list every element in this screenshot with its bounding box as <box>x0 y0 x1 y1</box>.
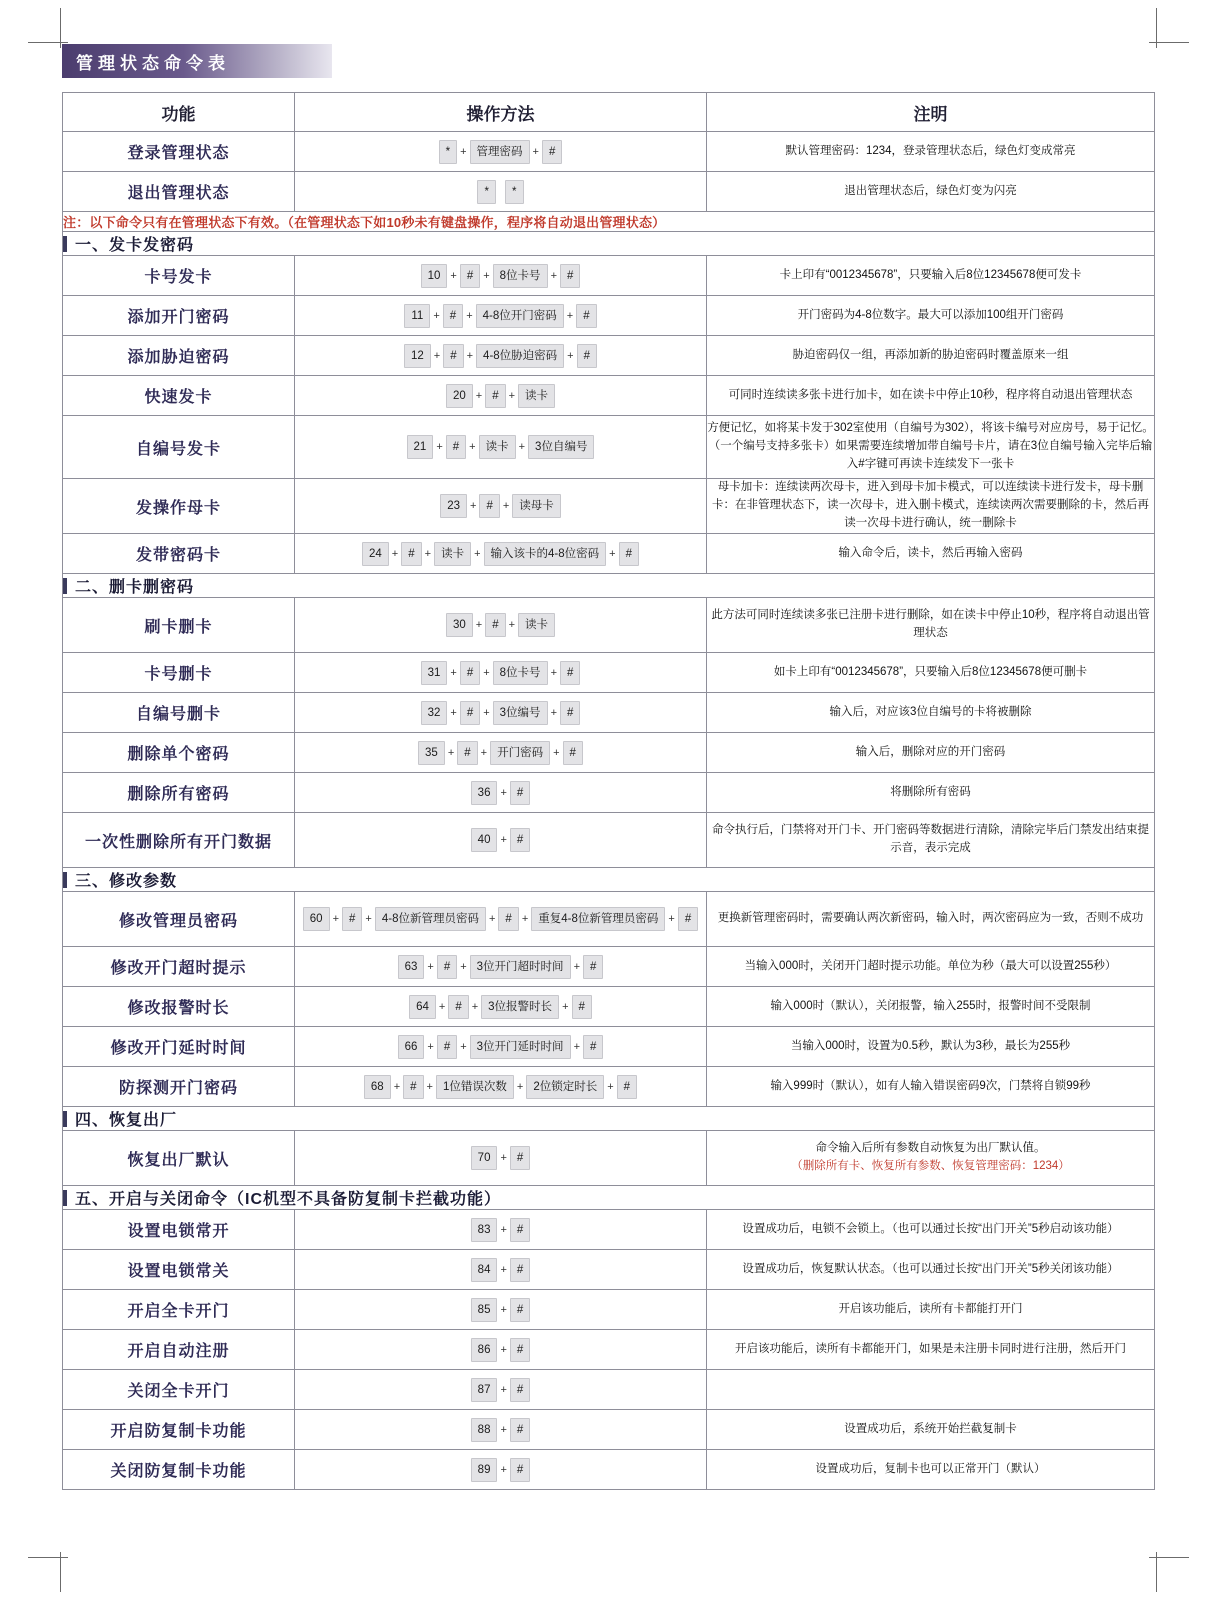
section-header-row <box>63 1186 1155 1210</box>
row-note: 默认管理密码：1234，登录管理状态后，绿色灯变成常亮 <box>707 132 1155 172</box>
table-row <box>63 479 1155 534</box>
header-function: 功能 <box>63 93 295 132</box>
section-header-4 <box>63 1107 1155 1131</box>
row-operation: 36 + # <box>295 773 707 813</box>
row-function: 修改开门延时时间 <box>63 1027 295 1067</box>
section-header-row <box>63 232 1155 256</box>
row-function: 登录管理状态 <box>63 132 295 172</box>
table-row <box>63 987 1155 1027</box>
row-note: 设置成功后，电锁不会锁上。（也可以通过长按“出门开关”5秒启动该功能） <box>707 1210 1155 1250</box>
warning-note-text: 注：以下命令只有在管理状态下有效。（在管理状态下如10秒未有键盘操作，程序将自动退出管理状态） <box>63 212 1155 232</box>
table-row <box>63 256 1155 296</box>
row-operation: 10 + # + 8位卡号 + # <box>295 256 707 296</box>
table-row <box>63 1131 1155 1186</box>
row-note: 开门密码为4-8位数字。最大可以添加100组开门密码 <box>707 296 1155 336</box>
row-note: 开启该功能后，读所有卡都能打开门 <box>707 1290 1155 1330</box>
table-row <box>63 1410 1155 1450</box>
row-function: 自编号删卡 <box>63 693 295 733</box>
table-row <box>63 534 1155 574</box>
table-row <box>63 172 1155 212</box>
row-note: 可同时连续读多张卡进行加卡，如在读卡中停止10秒，程序将自动退出管理状态 <box>707 376 1155 416</box>
row-function: 发带密码卡 <box>63 534 295 574</box>
row-function: 设置电锁常关 <box>63 1250 295 1290</box>
row-note: 输入命令后，读卡，然后再输入密码 <box>707 534 1155 574</box>
row-operation: * + 管理密码 + # <box>295 132 707 172</box>
header-operation: 操作方法 <box>295 93 707 132</box>
table-row <box>63 693 1155 733</box>
row-operation: 23 + # + 读母卡 <box>295 479 707 534</box>
row-note: 卡上印有“0012345678”，只要输入后8位12345678便可发卡 <box>707 256 1155 296</box>
row-operation: 83 + # <box>295 1210 707 1250</box>
table-row <box>63 1450 1155 1490</box>
row-note: 输入后，删除对应的开门密码 <box>707 733 1155 773</box>
row-note: 此方法可同时连续读多张已注册卡进行删除，如在读卡中停止10秒，程序将自动退出管理状态 <box>707 598 1155 653</box>
page-title-banner <box>62 44 332 78</box>
table-row <box>63 773 1155 813</box>
row-function: 开启防复制卡功能 <box>63 1410 295 1450</box>
table-row <box>63 416 1155 479</box>
table-row <box>63 813 1155 868</box>
row-function: 刷卡删卡 <box>63 598 295 653</box>
section-index: 四、 <box>75 1112 110 1129</box>
row-note: 退出管理状态后，绿色灯变为闪亮 <box>707 172 1155 212</box>
table-row <box>63 1330 1155 1370</box>
row-function: 恢复出厂默认 <box>63 1131 295 1186</box>
row-note-line1: 命令输入后所有参数自动恢复为出厂默认值。 <box>815 1142 1046 1155</box>
table-row <box>63 598 1155 653</box>
row-operation: 87 + # <box>295 1370 707 1410</box>
row-function: 设置电锁常开 <box>63 1210 295 1250</box>
table-row <box>63 132 1155 172</box>
row-operation: 68 + # + 1位错误次数 + 2位锁定时长 + # <box>295 1067 707 1107</box>
crop-mark-bottom-right <box>1149 1552 1189 1592</box>
row-function: 开启自动注册 <box>63 1330 295 1370</box>
row-function: 修改报警时长 <box>63 987 295 1027</box>
row-note: 命令执行后，门禁将对开门卡、开门密码等数据进行清除，清除完毕后门禁发出结束提示音，表示完成 <box>707 813 1155 868</box>
row-operation: 63 + # + 3位开门超时时间 + # <box>295 947 707 987</box>
row-function: 删除单个密码 <box>63 733 295 773</box>
section-header-3 <box>63 868 1155 892</box>
row-function: 关闭防复制卡功能 <box>63 1450 295 1490</box>
row-operation: 64 + # + 3位报警时长 + # <box>295 987 707 1027</box>
row-note <box>707 1370 1155 1410</box>
row-operation: 66 + # + 3位开门延时时间 + # <box>295 1027 707 1067</box>
section-header-1 <box>63 232 1155 256</box>
row-function: 卡号发卡 <box>63 256 295 296</box>
section-marker-icon <box>63 872 67 888</box>
row-note: 更换新管理密码时，需要确认两次新密码，输入时，两次密码应为一致，否则不成功 <box>707 892 1155 947</box>
table-row <box>63 376 1155 416</box>
command-table <box>62 92 1155 1490</box>
section-index: 二、 <box>75 579 110 596</box>
row-function: 自编号发卡 <box>63 416 295 479</box>
table-row <box>63 336 1155 376</box>
section-index: 五、 <box>75 1191 110 1208</box>
table-row <box>63 1290 1155 1330</box>
row-operation: * * <box>295 172 707 212</box>
section-header-2 <box>63 574 1155 598</box>
row-operation: 32 + # + 3位编号 + # <box>295 693 707 733</box>
row-function: 删除所有密码 <box>63 773 295 813</box>
section-name: 修改参数 <box>109 873 178 890</box>
row-operation: 11 + # + 4-8位开门密码 + # <box>295 296 707 336</box>
row-operation: 40 + # <box>295 813 707 868</box>
table-row <box>63 947 1155 987</box>
row-function: 一次性删除所有开门数据 <box>63 813 295 868</box>
section-marker-icon <box>63 578 67 594</box>
table-row <box>63 892 1155 947</box>
row-function: 添加开门密码 <box>63 296 295 336</box>
command-table-body <box>63 93 1155 1490</box>
row-note: 将删除所有密码 <box>707 773 1155 813</box>
table-row <box>63 1027 1155 1067</box>
section-marker-icon <box>63 236 67 252</box>
row-function: 开启全卡开门 <box>63 1290 295 1330</box>
section-name: 删卡删密码 <box>109 579 195 596</box>
row-operation: 88 + # <box>295 1410 707 1450</box>
row-operation: 89 + # <box>295 1450 707 1490</box>
row-operation: 21 + # + 读卡 + 3位自编号 <box>295 416 707 479</box>
section-header-row <box>63 868 1155 892</box>
row-note: 如卡上印有“0012345678”，只要输入后8位12345678便可删卡 <box>707 653 1155 693</box>
crop-mark-top-right <box>1149 8 1189 48</box>
crop-mark-top-left <box>28 8 68 48</box>
page-title: 管理状态命令表 <box>76 53 230 73</box>
row-operation: 70 + # <box>295 1131 707 1186</box>
table-row <box>63 733 1155 773</box>
table-row <box>63 1067 1155 1107</box>
row-function: 防探测开门密码 <box>63 1067 295 1107</box>
table-row <box>63 296 1155 336</box>
row-note-line2: （删除所有卡、恢复所有参数、恢复管理密码：1234） <box>791 1160 1070 1172</box>
row-function: 关闭全卡开门 <box>63 1370 295 1410</box>
row-operation: 60 + # + 4-8位新管理员密码 + # + 重复4-8位新管理员密码 + # <box>295 892 707 947</box>
row-operation: 31 + # + 8位卡号 + # <box>295 653 707 693</box>
row-function: 发操作母卡 <box>63 479 295 534</box>
section-marker-icon <box>63 1190 67 1206</box>
table-row <box>63 653 1155 693</box>
row-note: 输入后，对应该3位自编号的卡将被删除 <box>707 693 1155 733</box>
row-note: 设置成功后，复制卡也可以正常开门（默认） <box>707 1450 1155 1490</box>
row-note: 方便记忆，如将某卡发于302室使用（自编号为302），将该卡编号对应房号，易于记忆。（一个编号支持多张卡）如果需要连续增加带自编号卡片，请在3位自编号输入完毕后输入#字键可再读卡连续发下一张卡 <box>707 416 1155 479</box>
section-name: 开启与关闭命令（IC机型不具备防复制卡拦截功能） <box>109 1191 502 1208</box>
section-index: 一、 <box>75 237 110 254</box>
document-content <box>62 44 1154 1490</box>
table-header-row <box>63 93 1155 132</box>
table-row <box>63 1250 1155 1290</box>
row-note: 设置成功后，恢复默认状态。（也可以通过长按“出门开关”5秒关闭该功能） <box>707 1250 1155 1290</box>
row-function: 修改管理员密码 <box>63 892 295 947</box>
row-function: 修改开门超时提示 <box>63 947 295 987</box>
section-index: 三、 <box>75 873 110 890</box>
row-note <box>707 1131 1155 1186</box>
section-marker-icon <box>63 1111 67 1127</box>
section-name: 恢复出厂 <box>109 1112 178 1129</box>
row-operation: 12 + # + 4-8位胁迫密码 + # <box>295 336 707 376</box>
row-operation: 20 + # + 读卡 <box>295 376 707 416</box>
row-note: 当输入000时，关闭开门超时提示功能。单位为秒（最大可以设置255秒） <box>707 947 1155 987</box>
row-function: 退出管理状态 <box>63 172 295 212</box>
row-note: 母卡加卡：连续读两次母卡，进入到母卡加卡模式，可以连续读卡进行发卡，母卡删卡：在非管理状态下，读一次母卡，进入删卡模式，连续读两次需要删除的卡，然后再读一次母卡进行确认，统一删除卡 <box>707 479 1155 534</box>
row-operation: 30 + # + 读卡 <box>295 598 707 653</box>
row-note: 输入000时（默认），关闭报警，输入255时，报警时间不受限制 <box>707 987 1155 1027</box>
section-header-row <box>63 574 1155 598</box>
table-row <box>63 1210 1155 1250</box>
section-name: 发卡发密码 <box>109 237 195 254</box>
row-note: 输入999时（默认），如有人输入错误密码9次，门禁将自锁99秒 <box>707 1067 1155 1107</box>
crop-mark-bottom-left <box>28 1552 68 1592</box>
row-operation: 35 + # + 开门密码 + # <box>295 733 707 773</box>
row-function: 卡号删卡 <box>63 653 295 693</box>
section-header-row <box>63 1107 1155 1131</box>
row-function: 快速发卡 <box>63 376 295 416</box>
row-note: 胁迫密码仅一组，再添加新的胁迫密码时覆盖原来一组 <box>707 336 1155 376</box>
row-operation: 85 + # <box>295 1290 707 1330</box>
section-header-5 <box>63 1186 1155 1210</box>
row-operation: 84 + # <box>295 1250 707 1290</box>
row-note: 开启该功能后，读所有卡都能开门，如果是未注册卡同时进行注册，然后开门 <box>707 1330 1155 1370</box>
row-function: 添加胁迫密码 <box>63 336 295 376</box>
row-note: 设置成功后，系统开始拦截复制卡 <box>707 1410 1155 1450</box>
warning-note-row <box>63 212 1155 232</box>
header-note: 注明 <box>707 93 1155 132</box>
row-operation: 24 + # + 读卡 + 输入该卡的4-8位密码 + # <box>295 534 707 574</box>
table-row <box>63 1370 1155 1410</box>
row-operation: 86 + # <box>295 1330 707 1370</box>
row-note: 当输入000时，设置为0.5秒，默认为3秒，最长为255秒 <box>707 1027 1155 1067</box>
